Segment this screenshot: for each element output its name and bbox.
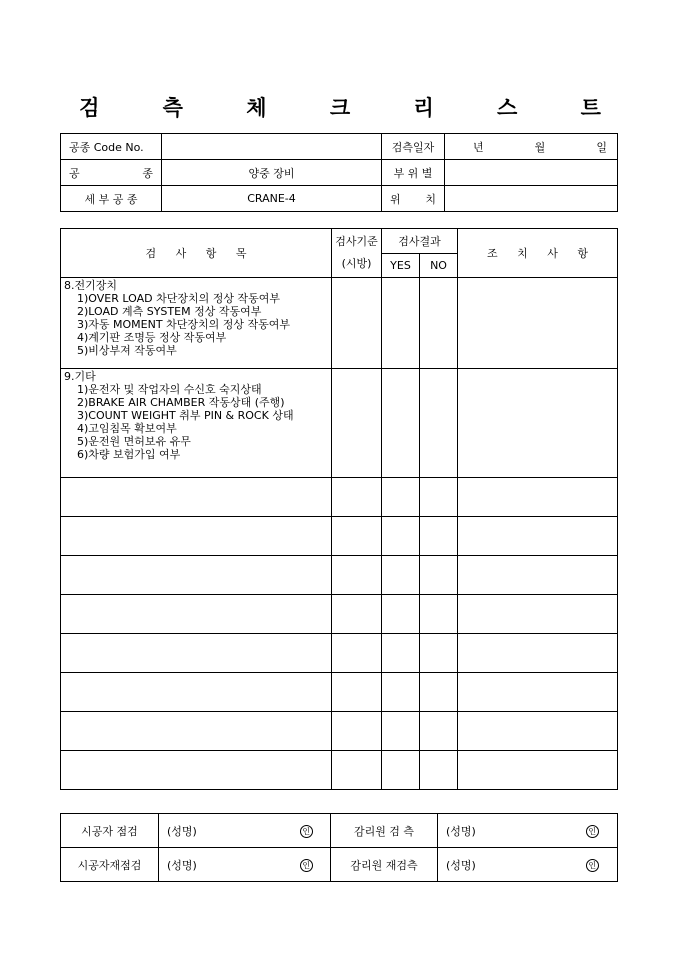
no-cell[interactable]: [420, 478, 458, 517]
no-cell[interactable]: [420, 634, 458, 673]
no-cell[interactable]: [420, 369, 458, 478]
empty-row: [61, 478, 618, 517]
no-cell[interactable]: [420, 556, 458, 595]
contractor-recheck-name[interactable]: (성명): [159, 848, 283, 882]
col-yes-header: YES: [382, 254, 420, 278]
check-table: [60, 228, 618, 790]
col-action-header: 조 치 사 항: [458, 229, 618, 278]
seal-icon: 인: [300, 825, 313, 838]
no-cell[interactable]: [420, 751, 458, 790]
sign-row: [61, 814, 618, 848]
action-cell[interactable]: [458, 556, 618, 595]
action-cell[interactable]: [458, 712, 618, 751]
standard-cell[interactable]: [332, 517, 382, 556]
location-value[interactable]: [445, 186, 618, 212]
item-cell[interactable]: [61, 478, 332, 517]
list-item: 2)BRAKE AIR CHAMBER 작동상태 (주행): [77, 396, 285, 409]
col-no-header: NO: [420, 254, 458, 278]
sign-table: [60, 813, 618, 882]
contractor-check-label: 시공자 점검: [61, 814, 159, 848]
page-title: 검 측 체 크 리 스 트: [79, 95, 629, 120]
yes-cell[interactable]: [382, 478, 420, 517]
check-header-row: [61, 229, 618, 254]
check-group-items: [61, 278, 332, 369]
no-cell[interactable]: [420, 278, 458, 369]
standard-cell[interactable]: [332, 556, 382, 595]
seal-icon: 인: [586, 859, 599, 872]
action-cell[interactable]: [458, 517, 618, 556]
item-cell[interactable]: [61, 751, 332, 790]
item-cell[interactable]: [61, 556, 332, 595]
no-cell[interactable]: [420, 673, 458, 712]
contractor-check-name[interactable]: (성명): [159, 814, 283, 848]
work-label-b: 종: [142, 166, 153, 180]
action-cell[interactable]: [458, 478, 618, 517]
header-table: [60, 133, 618, 212]
action-cell[interactable]: [458, 673, 618, 712]
action-cell[interactable]: [458, 278, 618, 369]
detail-label: 세 부 공 종: [61, 186, 162, 212]
check-group-row: [61, 278, 618, 369]
action-cell[interactable]: [458, 369, 618, 478]
standard-cell[interactable]: [332, 673, 382, 712]
action-cell[interactable]: [458, 595, 618, 634]
header-row-work: [61, 160, 618, 186]
list-item: 5)운전원 면허보유 유무: [77, 435, 191, 448]
detail-value[interactable]: CRANE-4: [162, 186, 382, 212]
date-label: 검측일자: [382, 134, 445, 160]
location-label: [382, 186, 445, 212]
group-heading: 9.기타: [64, 370, 96, 383]
empty-row: [61, 517, 618, 556]
empty-row: [61, 595, 618, 634]
supervisor-inspect-name[interactable]: (성명): [438, 814, 568, 848]
supervisor-inspect-label: 감리원 검 측: [331, 814, 438, 848]
empty-row: [61, 556, 618, 595]
yes-cell[interactable]: [382, 634, 420, 673]
yes-cell[interactable]: [382, 595, 420, 634]
seal-icon: 인: [300, 859, 313, 872]
year-label: 년: [473, 140, 484, 154]
item-cell[interactable]: [61, 517, 332, 556]
contractor-recheck-seal-cell[interactable]: [283, 848, 331, 882]
standard-cell[interactable]: [332, 712, 382, 751]
empty-row: [61, 751, 618, 790]
yes-cell[interactable]: [382, 673, 420, 712]
empty-row: [61, 673, 618, 712]
yes-cell[interactable]: [382, 278, 420, 369]
item-cell[interactable]: [61, 712, 332, 751]
empty-row: [61, 712, 618, 751]
work-label-a: 공: [69, 166, 80, 180]
action-cell[interactable]: [458, 751, 618, 790]
month-label: 월: [534, 140, 546, 154]
col-standard-line1: 검사기준: [335, 235, 378, 248]
contractor-recheck-label: 시공자재점검: [61, 848, 159, 882]
empty-row: [61, 634, 618, 673]
location-label-a: 위: [390, 192, 401, 206]
col-result-header: 검사결과: [382, 229, 458, 254]
item-cell[interactable]: [61, 673, 332, 712]
col-item-header: 검 사 항 목: [61, 229, 332, 278]
yes-cell[interactable]: [382, 712, 420, 751]
list-item: 4)계기판 조명등 정상 작동여부: [77, 331, 227, 344]
header-row-code: [61, 134, 618, 160]
seal-icon: 인: [586, 825, 599, 838]
contractor-check-seal-cell[interactable]: [283, 814, 331, 848]
check-group-items: [61, 369, 332, 478]
list-item: 1)OVER LOAD 차단장치의 정상 작동여부: [77, 292, 280, 305]
supervisor-inspect-seal-cell[interactable]: [568, 814, 618, 848]
work-value[interactable]: 양중 장비: [162, 160, 382, 186]
action-cell[interactable]: [458, 634, 618, 673]
day-label: 일: [596, 140, 607, 154]
col-standard-header: [332, 229, 382, 278]
check-group-row: [61, 369, 618, 478]
list-item: 3)자동 MOMENT 차단장치의 정상 작동여부: [77, 318, 290, 331]
supervisor-reinspect-name[interactable]: (성명): [438, 848, 568, 882]
header-row-detail: [61, 186, 618, 212]
standard-cell[interactable]: [332, 634, 382, 673]
yes-cell[interactable]: [382, 369, 420, 478]
standard-cell[interactable]: [332, 278, 382, 369]
item-cell[interactable]: [61, 595, 332, 634]
standard-cell[interactable]: [332, 369, 382, 478]
item-cell[interactable]: [61, 634, 332, 673]
no-cell[interactable]: [420, 517, 458, 556]
code-value[interactable]: [162, 134, 382, 160]
list-item: 5)비상부져 작동여부: [77, 344, 177, 357]
no-cell[interactable]: [420, 712, 458, 751]
yes-cell[interactable]: [382, 517, 420, 556]
yes-cell[interactable]: [382, 751, 420, 790]
yes-cell[interactable]: [382, 556, 420, 595]
part-label: 부 위 별: [382, 160, 445, 186]
supervisor-reinspect-label: 감리원 재검측: [331, 848, 438, 882]
list-item: 2)LOAD 계측 SYSTEM 정상 작동여부: [77, 305, 262, 318]
supervisor-reinspect-seal-cell[interactable]: [568, 848, 618, 882]
location-label-b: 치: [425, 192, 436, 206]
part-value[interactable]: [445, 160, 618, 186]
work-label: [61, 160, 162, 186]
standard-cell[interactable]: [332, 751, 382, 790]
code-label: 공종 Code No.: [61, 134, 162, 160]
standard-cell[interactable]: [332, 478, 382, 517]
list-item: 3)COUNT WEIGHT 취부 PIN & ROCK 상태: [77, 409, 294, 422]
standard-cell[interactable]: [332, 595, 382, 634]
no-cell[interactable]: [420, 595, 458, 634]
date-value[interactable]: [445, 134, 618, 160]
col-standard-line2: (시방): [341, 257, 372, 270]
sign-row: [61, 848, 618, 882]
list-item: 6)차량 보험가입 여부: [77, 448, 181, 461]
list-item: 1)운전자 및 작업자의 수신호 숙지상태: [77, 383, 262, 396]
group-heading: 8.전기장치: [64, 279, 117, 292]
list-item: 4)고임침목 확보여부: [77, 422, 177, 435]
